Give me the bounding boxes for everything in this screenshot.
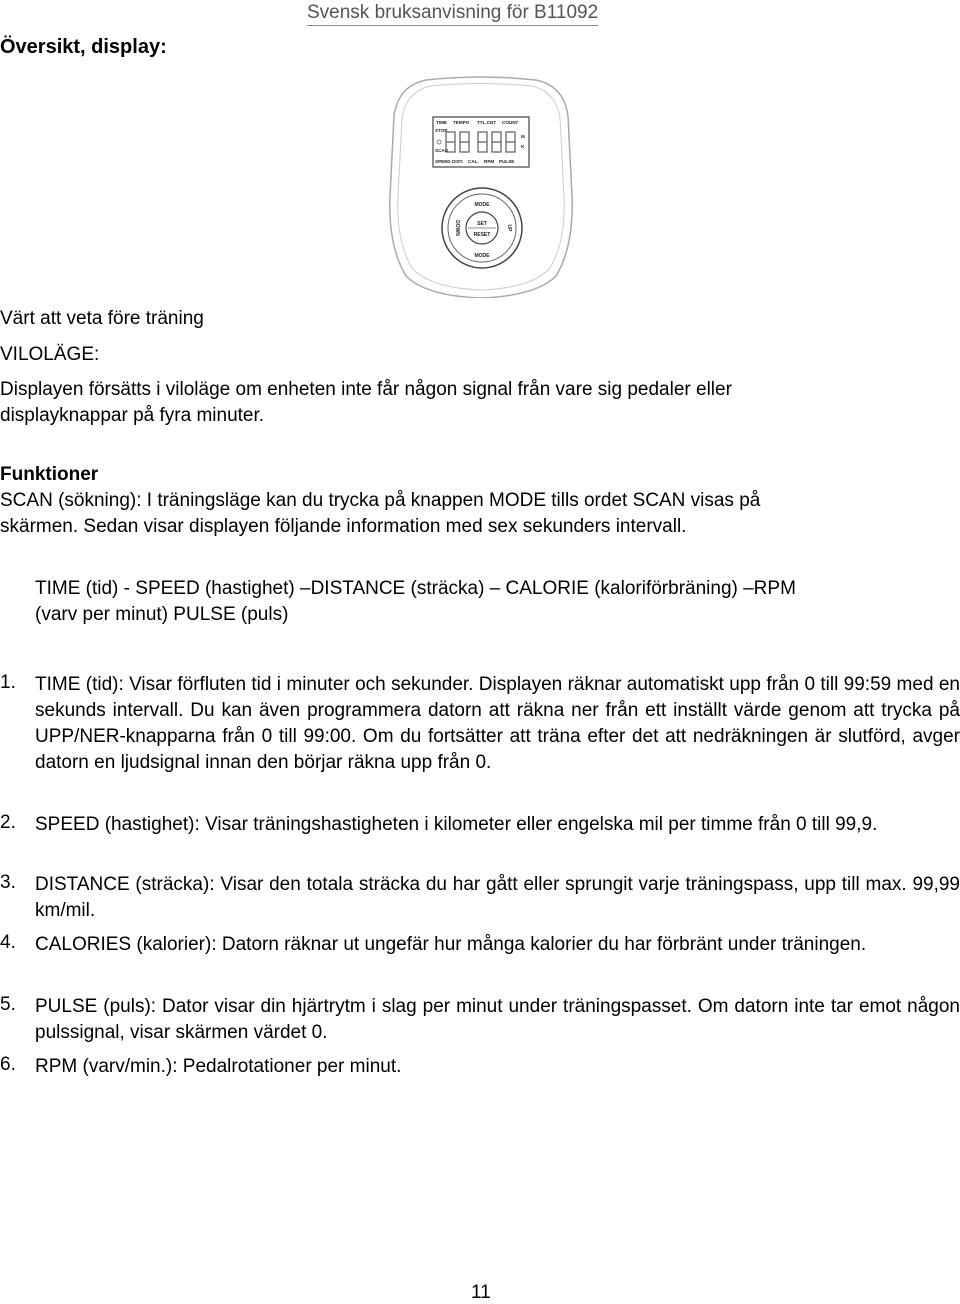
reset-button[interactable]: RESET [473, 232, 491, 238]
scan-text-line-2: skärmen. Sedan visar displayen följande information med sex sekunders intervall. [0, 516, 687, 537]
list-item-text: CALORIES (kalorier): Datorn räknar ut ungefär hur många kalorier du har förbränt under träningen. [35, 934, 867, 955]
page-title: Översikt, display: [0, 36, 167, 58]
list-item-number: 4. [0, 932, 16, 953]
list-item-number: 6. [0, 1054, 16, 1075]
console-display-illustration [386, 76, 576, 298]
mode-bottom-button[interactable]: MODE [474, 253, 490, 259]
lcd-label-tempo: TEMPO [453, 120, 470, 125]
sleep-text-line-2: displayknappar på fyra minuter. [0, 405, 265, 426]
lcd-label-pulse: PULSE [499, 159, 515, 164]
lcd-label-ttlcnt: TTL.CNT [477, 120, 497, 125]
list-item-text: PULSE (puls): Dator visar din hjärtrytm i slag per minut under träningspasset. Om datorn inte tar emot någon pulssignal, visar skärmen värdet 0. [35, 996, 960, 1043]
list-item-text: RPM (varv/min.): Pedalrotationer per minut. [35, 1056, 402, 1077]
intro-heading: Värt att veta före träning [0, 308, 204, 329]
list-item-number: 5. [0, 994, 16, 1015]
list-item-number: 2. [0, 812, 16, 833]
lcd-label-count: COUNT [502, 120, 519, 125]
up-button[interactable]: UP [506, 224, 512, 232]
lcd-label-time: TIME [436, 120, 447, 125]
list-item-number: 1. [0, 672, 16, 693]
functions-heading: Funktioner [0, 464, 99, 485]
set-button[interactable]: SET [477, 221, 487, 227]
scan-text-line-1: SCAN (sökning): I träningsläge kan du trycka på knappen MODE tills ordet SCAN visas på [0, 490, 761, 511]
sequence-line-2: (varv per minut) PULSE (puls) [35, 604, 289, 625]
lcd-label-cal: CAL. [468, 159, 479, 164]
manual-reference: Svensk bruksanvisning för B11092 [307, 2, 598, 26]
lcd-label-speed: SPEED [435, 159, 451, 164]
sleep-text-line-1: Displayen försätts i viloläge om enheten inte får någon signal från vare sig pedaler eller [0, 379, 732, 400]
list-item-number: 3. [0, 872, 16, 893]
lcd-label-m: M [521, 134, 525, 139]
lcd-label-k: K [521, 144, 525, 149]
list-item-text: TIME (tid): Visar förfluten tid i minuter och sekunder. Displayen räknar automatiskt upp från 0 till 99:59 med en sekunds intervall. Du kan även programmera datorn att räkna ner från ett inställt värde genom att trycka på UPP/NER-knapparna från 0 till 99:00. Om du fortsätter att träna efter det att nedräkningen är slutförd, avger datorn en ljudsignal innan den börjar räkna upp från 0. [35, 674, 960, 773]
list-item-text: SPEED (hastighet): Visar träningshastigheten i kilometer eller engelska mil per timme från 0 till 99,9. [35, 814, 878, 835]
page-number: 11 [471, 1282, 491, 1303]
sequence-line-1: TIME (tid) - SPEED (hastighet) –DISTANCE (sträcka) – CALORIE (kaloriförbräning) –RPM [35, 578, 796, 599]
lcd-label-dist: DIST. [452, 159, 464, 164]
list-item-text: DISTANCE (sträcka): Visar den totala sträcka du har gått eller sprungit varje träningspass, upp till max. 99,99 km/mil. [35, 874, 960, 921]
sleep-heading: VILOLÄGE: [0, 344, 100, 365]
mode-top-button[interactable]: MODE [474, 202, 490, 208]
lcd-label-rpm: RPM [484, 159, 495, 164]
down-button[interactable]: DOWN [454, 220, 460, 236]
lcd-label-stop: STOP [435, 128, 448, 133]
lcd-label-scan: SCAN [435, 148, 449, 153]
